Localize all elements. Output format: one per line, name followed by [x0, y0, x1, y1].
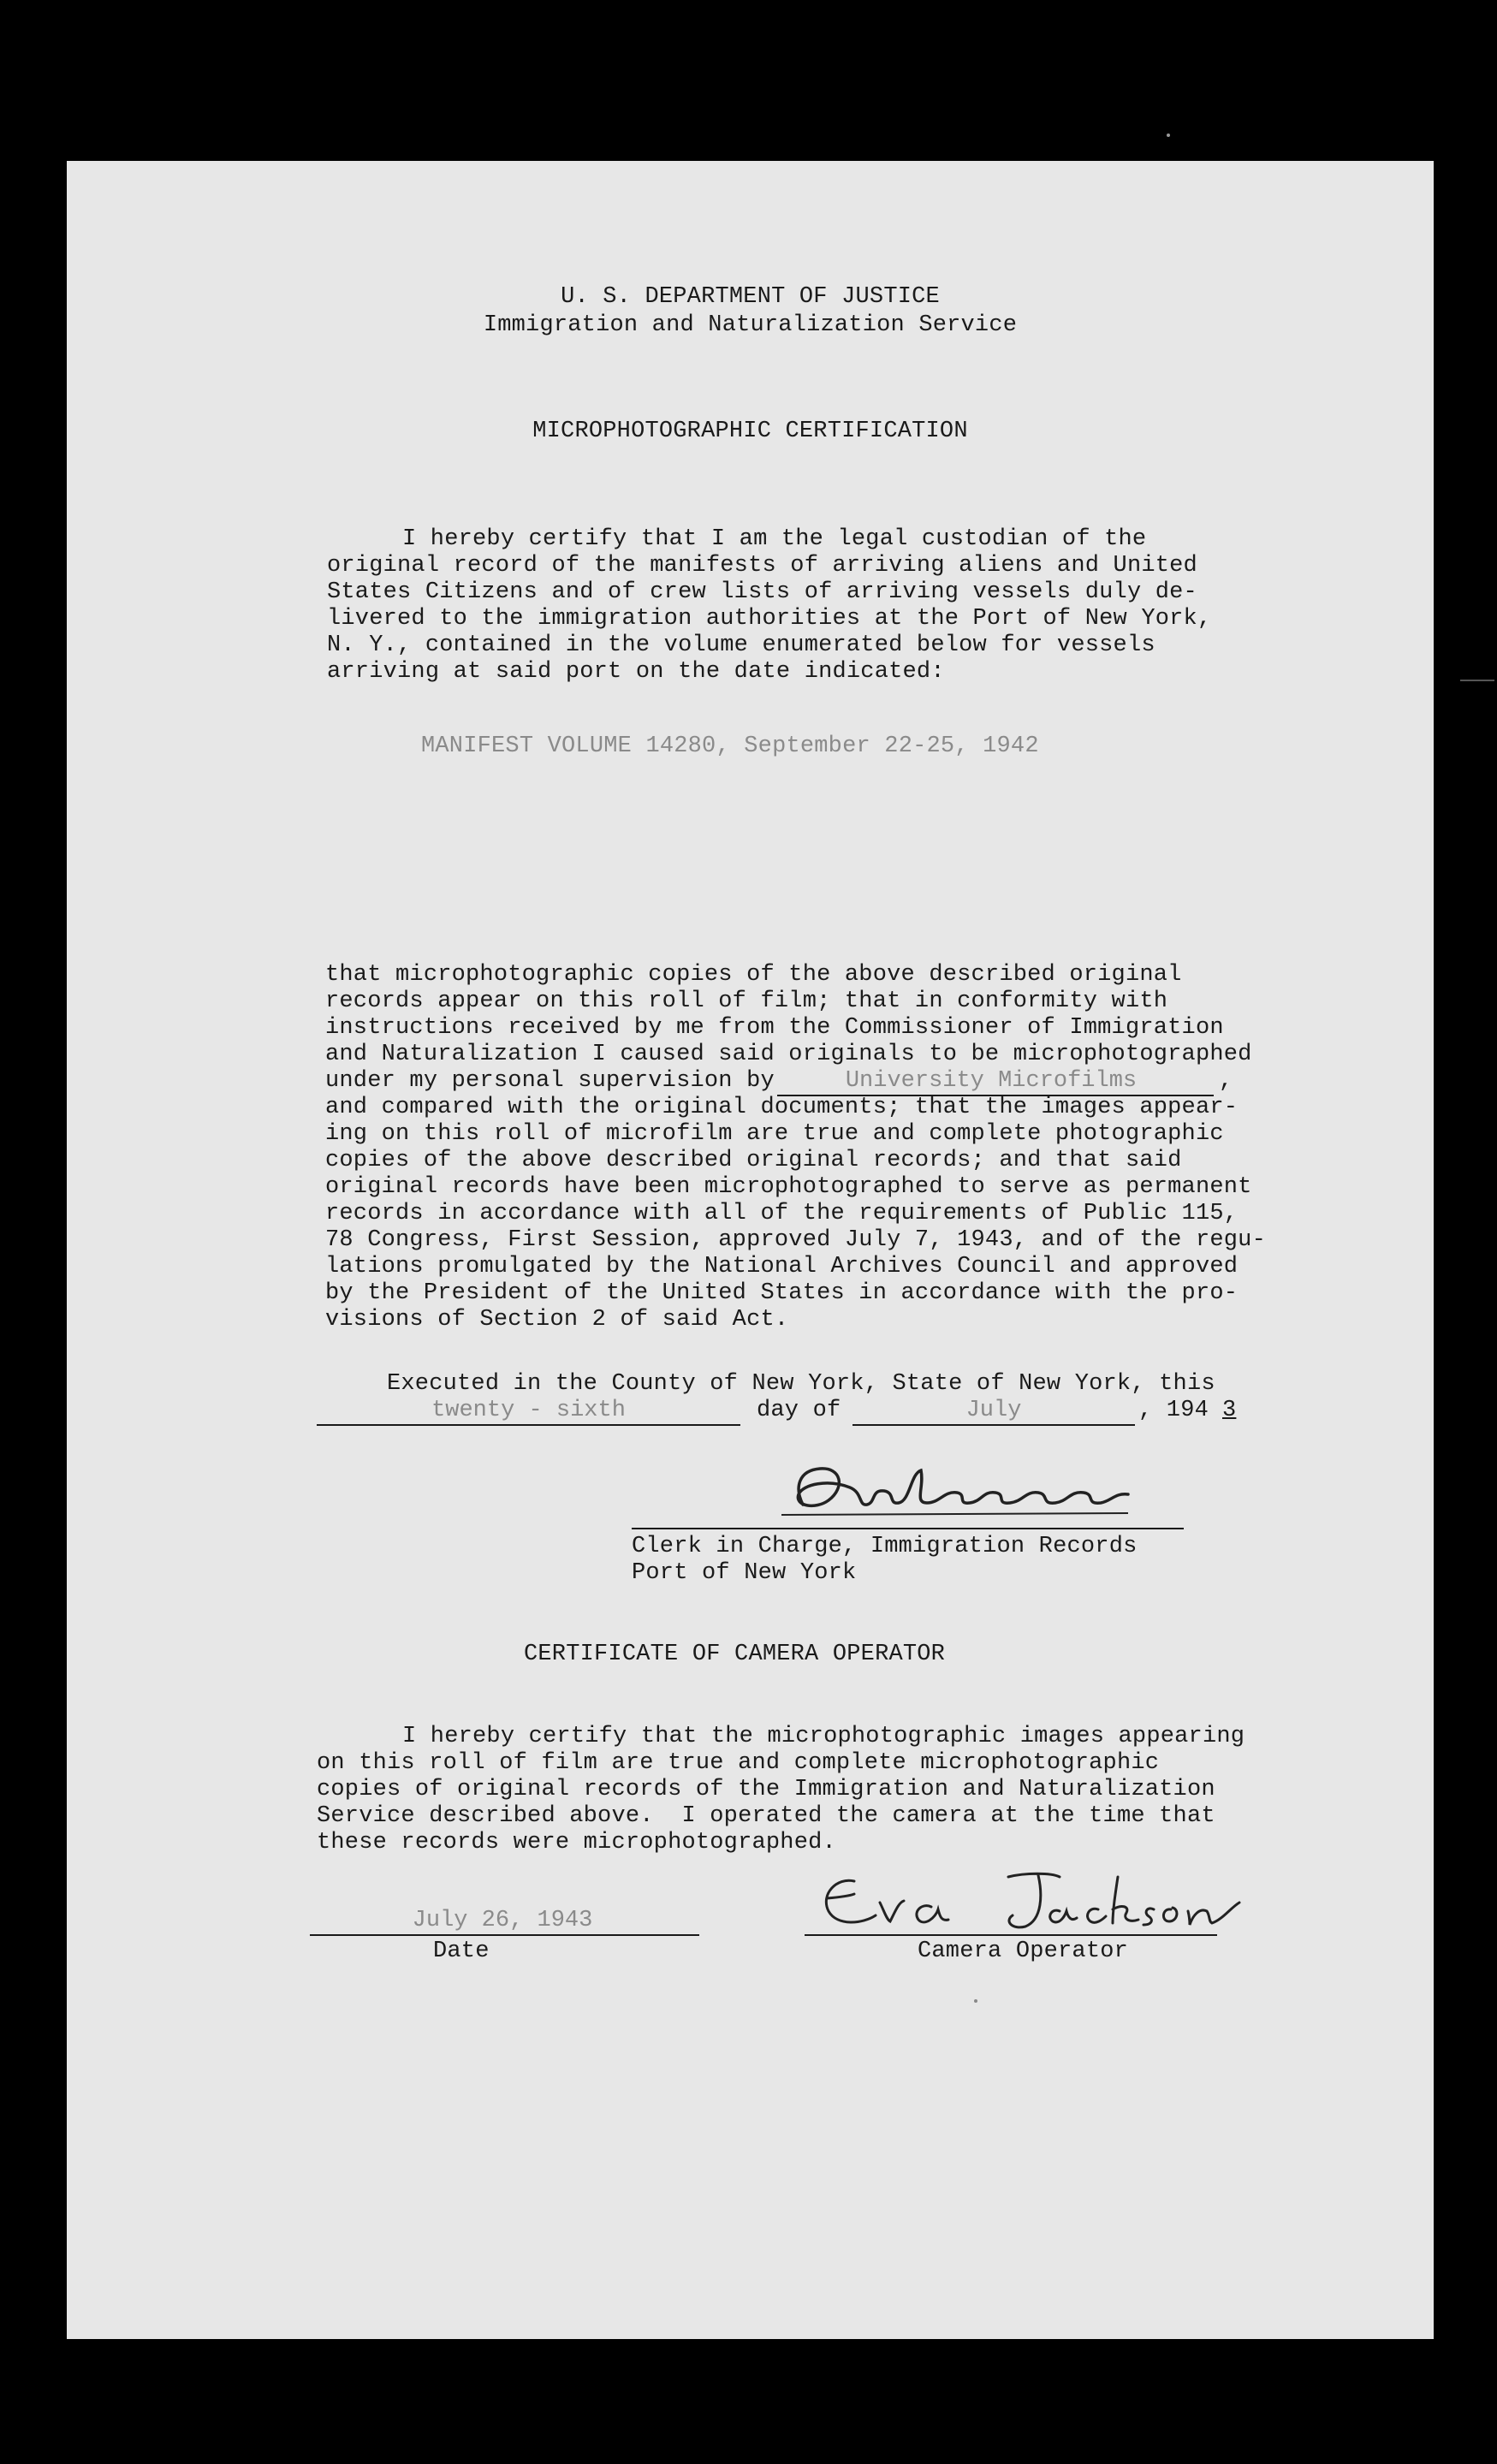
paragraph2-line: that microphotographic copies of the above described original: [325, 962, 1182, 988]
operator-label: Camera Operator: [918, 1939, 1129, 1964]
paragraph2-line: under my personal supervision by: [325, 1068, 775, 1094]
camera-paragraph-line: Service described above. I operated the camera at the time that: [317, 1803, 1215, 1829]
clerk-title: Clerk in Charge, Immigration Records: [632, 1534, 1138, 1559]
executed-line: Executed in the County of New York, State of New York, this: [387, 1371, 1215, 1397]
camera-paragraph-line: on this roll of film are true and complete microphotographic: [317, 1750, 1160, 1776]
camera-paragraph-line: these records were microphotographed.: [317, 1830, 836, 1855]
paragraph1-line: I hereby certify that I am the legal custodian of the: [402, 526, 1147, 552]
clerk-signature: [700, 1453, 1179, 1535]
supervisor-name: University Microfilms: [845, 1068, 1138, 1094]
supervisor-comma: ,: [1219, 1068, 1233, 1094]
paragraph2-line: records in accordance with all of the requirements of Public 115,: [325, 1201, 1239, 1226]
paragraph1-line: N. Y., contained in the volume enumerated below for vessels: [327, 632, 1155, 658]
execution-month: July: [965, 1398, 1022, 1423]
clerk-signature-line: [632, 1528, 1184, 1529]
camera-paragraph-line: copies of original records of the Immigration and Naturalization: [317, 1777, 1215, 1802]
operator-date-value: July 26, 1943: [412, 1908, 593, 1933]
paragraph2-line: instructions received by me from the Commissioner of Immigration: [325, 1015, 1224, 1041]
specks: [1167, 134, 1170, 137]
document-page: [67, 161, 1434, 2339]
execution-year-prefix: , 194: [1138, 1398, 1209, 1423]
paragraph2-line: and Naturalization I caused said originals to be microphotographed: [325, 1042, 1252, 1067]
paragraph1-line: arriving at said port on the date indicated:: [327, 659, 945, 685]
paragraph1-line: original record of the manifests of arriving aliens and United: [327, 553, 1197, 579]
certification-title: MICROPHOTOGRAPHIC CERTIFICATION: [532, 419, 968, 444]
department-heading: U. S. DEPARTMENT OF JUSTICE: [561, 284, 940, 310]
specks: [974, 1999, 977, 2003]
month-underline: [852, 1424, 1135, 1426]
paragraph2-line: lations promulgated by the National Archives Council and approved: [325, 1254, 1239, 1279]
manifest-volume: MANIFEST VOLUME 14280, September 22-25, 1942: [421, 733, 1039, 759]
service-heading: Immigration and Naturalization Service: [483, 312, 1018, 338]
operator-signature: [803, 1860, 1282, 1941]
paragraph2-line: ing on this roll of microfilm are true and complete photographic: [325, 1121, 1224, 1147]
paragraph2-line: copies of the above described original records; and that said: [325, 1148, 1182, 1173]
paragraph2-line: 78 Congress, First Session, approved July 7, 1943, and of the regu-: [325, 1227, 1266, 1253]
paragraph2-line: by the President of the United States in accordance with the pro-: [325, 1280, 1239, 1306]
paragraph2-line: records appear on this roll of film; that in conformity with: [325, 989, 1168, 1014]
camera-paragraph-line: I hereby certify that the microphotographic images appearing: [402, 1724, 1245, 1749]
paragraph2-line: original records have been microphotographed to serve as permanent: [325, 1174, 1252, 1200]
paragraph1-line: livered to the immigration authorities at the Port of New York,: [327, 606, 1212, 632]
film-scratch: [1460, 680, 1494, 681]
paragraph1-line: States Citizens and of crew lists of arriving vessels duly de-: [327, 579, 1197, 605]
clerk-port: Port of New York: [632, 1560, 857, 1586]
day-underline: [317, 1424, 740, 1426]
date-underline: [310, 1934, 699, 1936]
paragraph2-line: and compared with the original documents; that the images appear-: [325, 1095, 1239, 1120]
execution-year-digit: 3: [1222, 1398, 1237, 1423]
execution-day: twenty - sixth: [431, 1398, 626, 1423]
day-of-label: day of: [757, 1398, 841, 1423]
camera-certificate-title: CERTIFICATE OF CAMERA OPERATOR: [524, 1642, 946, 1667]
date-label: Date: [433, 1939, 490, 1964]
operator-signature-line: [805, 1934, 1217, 1936]
paragraph2-line: visions of Section 2 of said Act.: [325, 1307, 789, 1333]
